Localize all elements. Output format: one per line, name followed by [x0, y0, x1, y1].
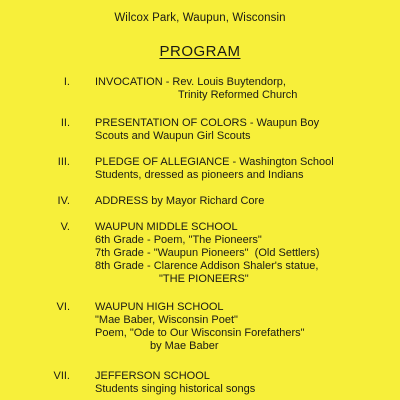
item-line: 8th Grade - Clarence Addison Shaler's statue, — [95, 260, 319, 272]
item-numeral: VII. — [53, 370, 70, 382]
item-line: by Mae Baber — [150, 340, 219, 352]
item-line: INVOCATION - Rev. Louis Buytendorp, — [95, 76, 286, 88]
item-line: Students, dressed as pioneers and Indians — [95, 169, 304, 181]
item-numeral: I. — [63, 76, 70, 88]
item-line: 7th Grade - "Waupun Pioneers" (Old Settlers) — [95, 247, 320, 259]
program-title — [0, 43, 400, 60]
item-body — [95, 117, 395, 143]
item-line: ADDRESS by Mayor Richard Core — [95, 195, 265, 207]
item-body — [95, 195, 395, 208]
item-line: PLEDGE OF ALLEGIANCE - Washington School — [95, 156, 334, 168]
item-body — [95, 156, 395, 182]
item-line: Students singing historical songs — [95, 383, 256, 395]
cropped-text-fragment — [160, 0, 280, 2]
item-numeral: III. — [57, 156, 70, 168]
item-line: Scouts and Waupun Girl Scouts — [95, 130, 251, 142]
item-line: PRESENTATION OF COLORS - Waupun Boy — [95, 117, 320, 129]
program-title-text: PROGRAM — [159, 43, 241, 60]
item-line: WAUPUN HIGH SCHOOL — [95, 301, 224, 313]
item-line: "THE PIONEERS" — [159, 273, 249, 285]
event-location: Wilcox Park, Waupun, Wisconsin — [114, 12, 286, 24]
item-line: Trinity Reformed Church — [178, 89, 298, 101]
item-line: "Mae Baber, Wisconsin Poet" — [95, 314, 238, 326]
item-line: JEFFERSON SCHOOL — [95, 370, 210, 382]
item-body — [95, 221, 395, 286]
item-numeral: V. — [60, 221, 70, 233]
item-body — [95, 301, 395, 353]
item-body — [95, 370, 395, 396]
item-line: 6th Grade - Poem, "The Pioneers" — [95, 234, 262, 246]
item-line: WAUPUN MIDDLE SCHOOL — [95, 221, 238, 233]
item-body — [95, 76, 395, 102]
item-numeral: VI. — [56, 301, 70, 313]
item-numeral: II. — [60, 117, 70, 129]
item-numeral: IV. — [57, 195, 70, 207]
item-line: Poem, "Ode to Our Wisconsin Forefathers" — [95, 327, 305, 339]
